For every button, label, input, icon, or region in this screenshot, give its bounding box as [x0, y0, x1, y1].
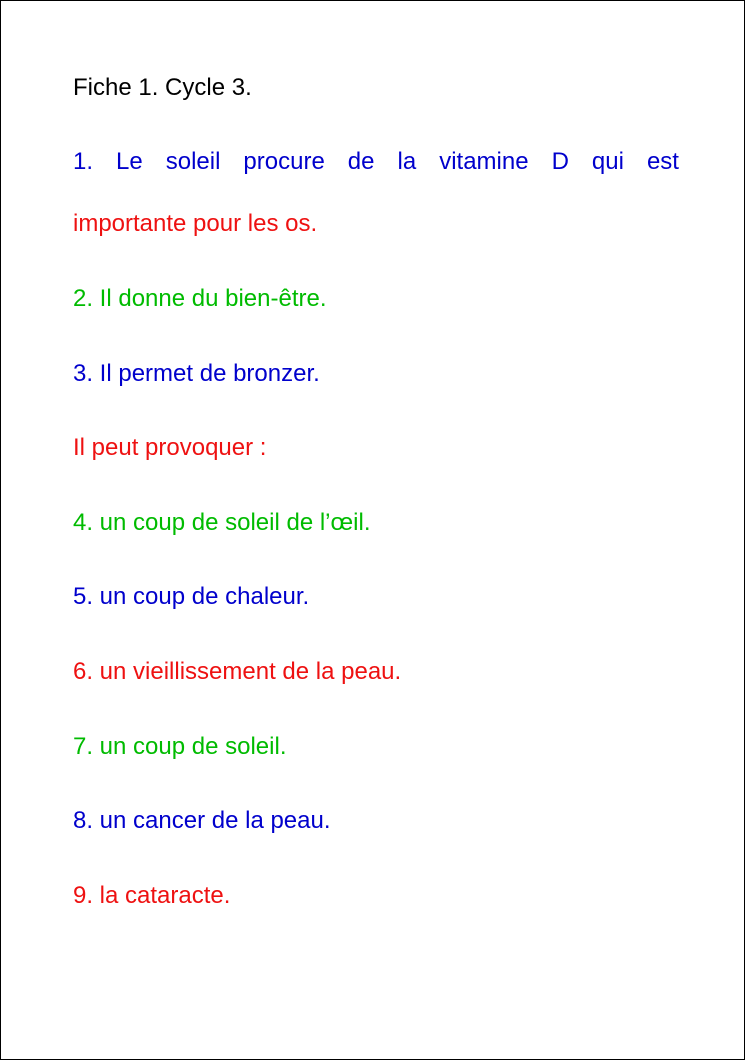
item-1-line-1 [73, 148, 679, 176]
item-5: 5. un coup de chaleur. [73, 583, 310, 610]
word: D [551, 148, 569, 175]
word: procure [243, 148, 325, 175]
item-9: 9. la cataracte. [73, 882, 231, 909]
word: la [397, 148, 417, 175]
word: est [646, 148, 679, 175]
word: de [347, 148, 375, 175]
page-title: Fiche 1. Cycle 3. [73, 74, 252, 101]
word: vitamine [439, 148, 529, 175]
item-1-line-2: importante pour les os. [73, 210, 318, 237]
intro-line: Il peut provoquer : [73, 434, 267, 461]
item-8: 8. un cancer de la peau. [73, 807, 331, 834]
item-3: 3. Il permet de bronzer. [73, 360, 320, 387]
item-4: 4. un coup de soleil de l’œil. [73, 509, 371, 536]
item-2: 2. Il donne du bien-être. [73, 285, 327, 312]
item-7: 7. un coup de soleil. [73, 733, 287, 760]
word: soleil [165, 148, 221, 175]
word: Le [116, 148, 143, 175]
item-6: 6. un vieillissement de la peau. [73, 658, 402, 685]
word: 1. [73, 148, 94, 175]
word: qui [591, 148, 624, 175]
